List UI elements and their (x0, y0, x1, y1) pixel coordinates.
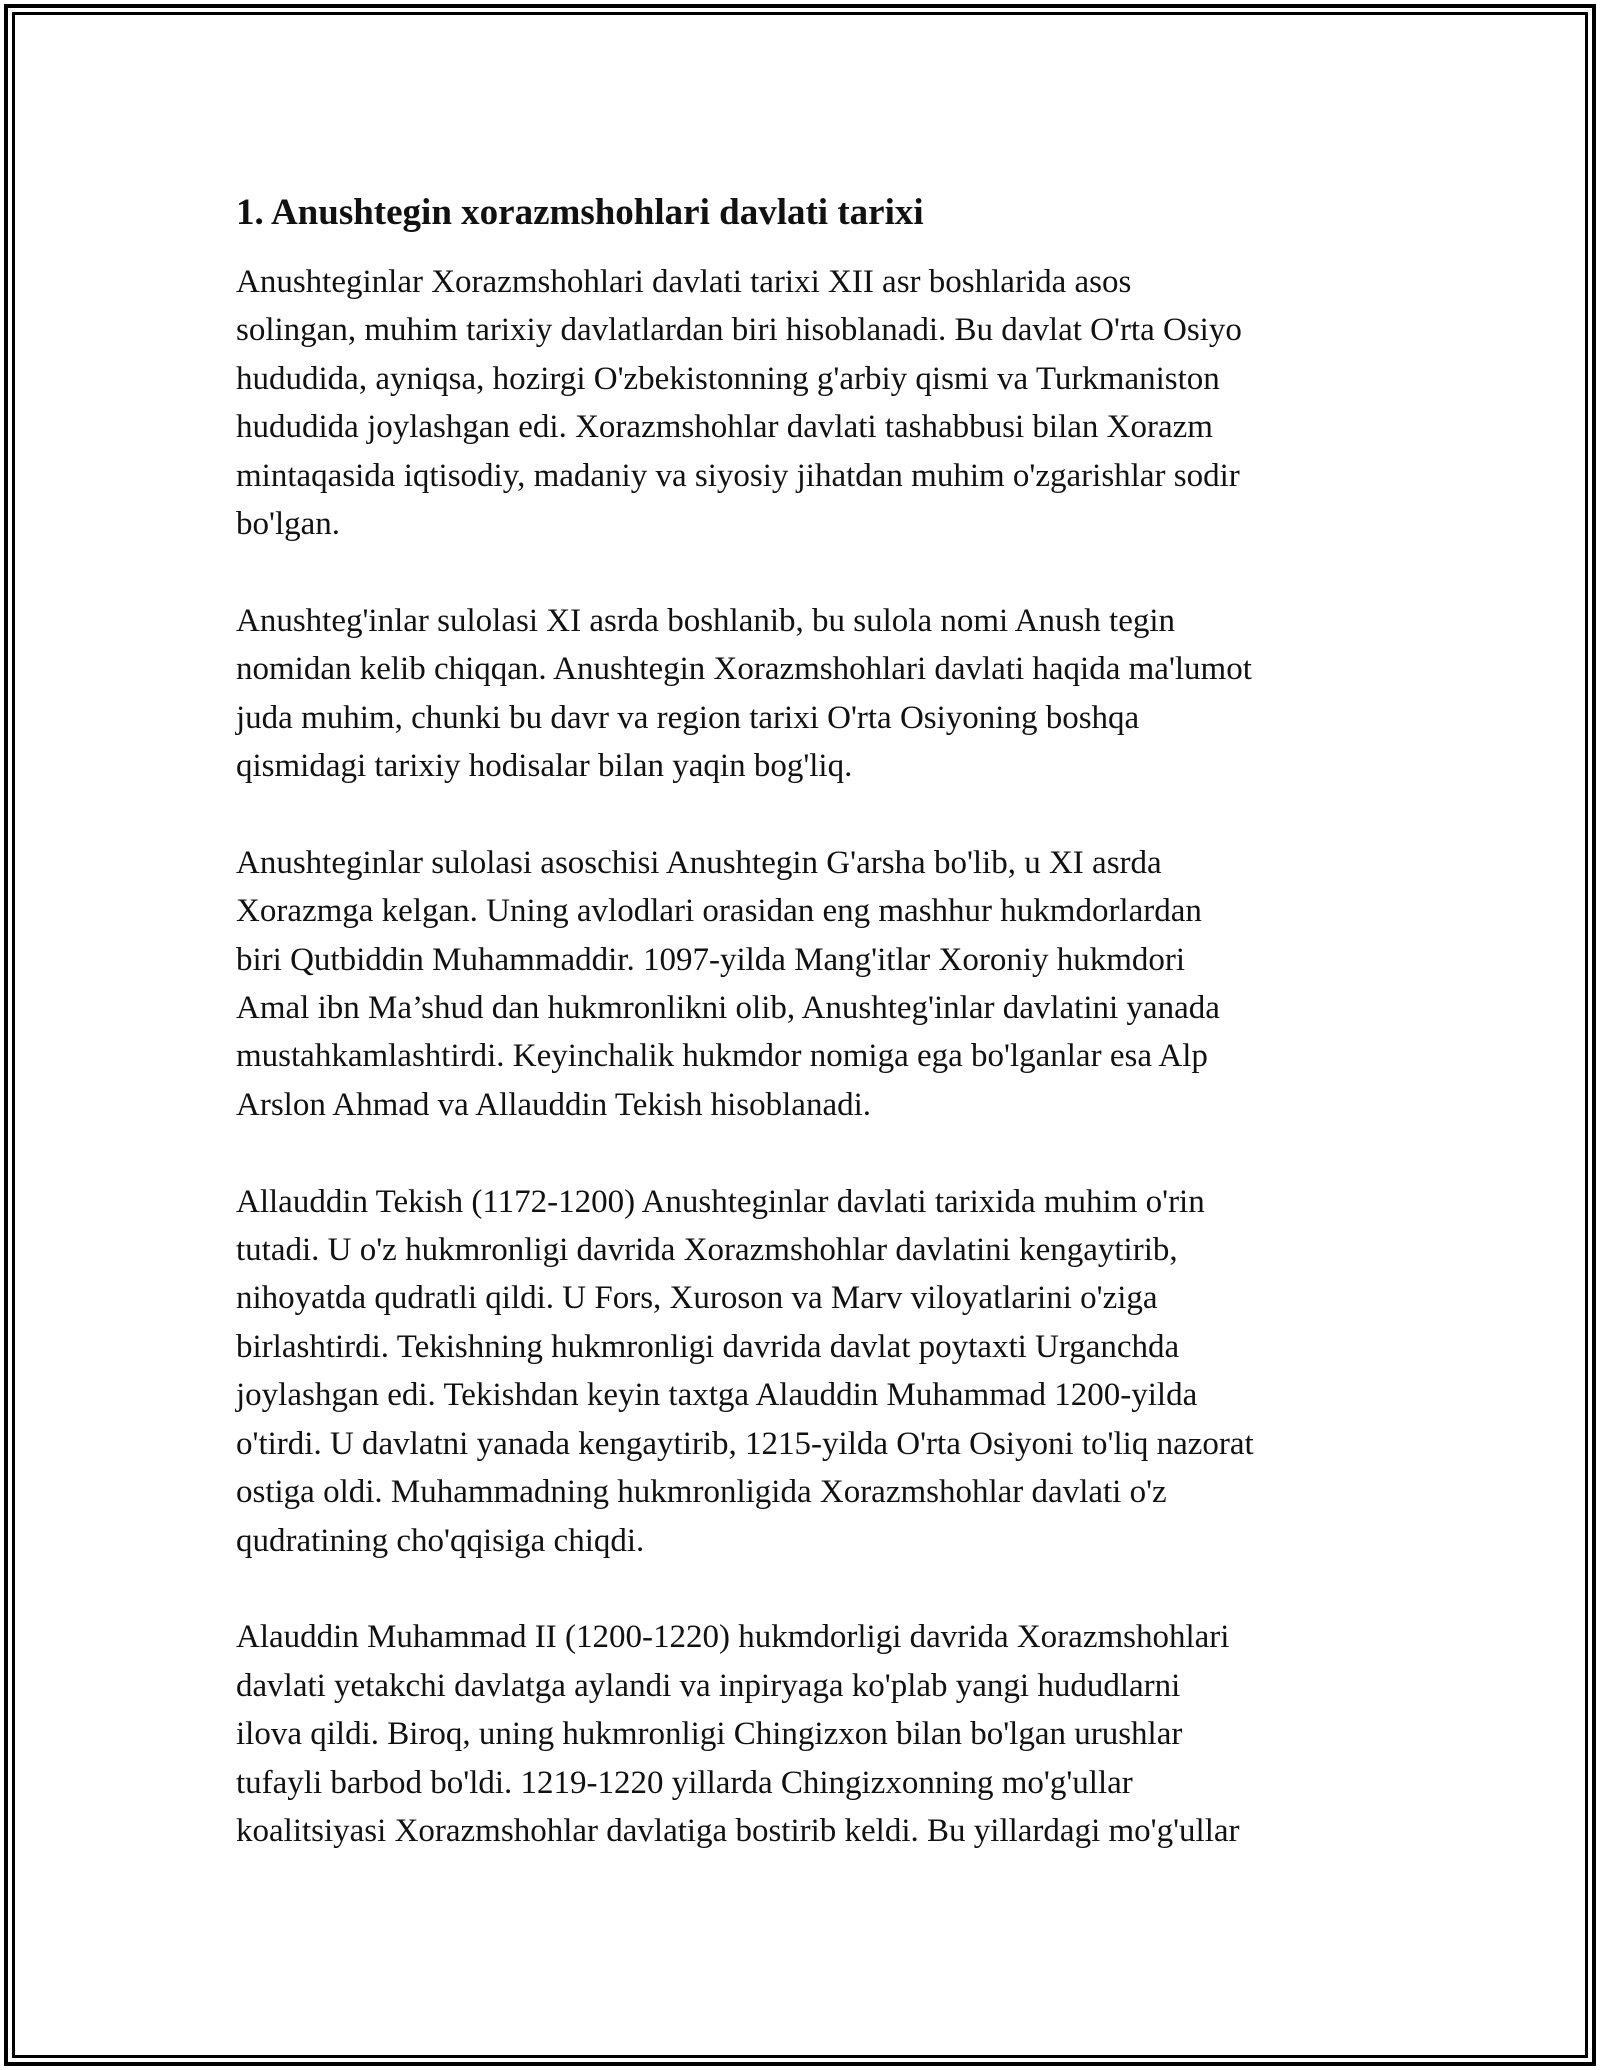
paragraph-3 (236, 839, 1384, 1129)
text-line: davlati yetakchi davlatga aylandi va inpiryaga ko'plab yangi hududlarni (236, 1667, 1181, 1704)
text-line: hududida joylashgan edi. Xorazmshohlar davlati tashabbusi bilan Xorazm (236, 409, 1213, 446)
text-line: Xorazmga kelgan. Uning avlodlari orasidan eng mashhur hukmdorlardan (236, 893, 1202, 930)
text-line: solingan, muhim tarixiy davlatlardan biri hisoblanadi. Bu davlat O'rta Osiyo (236, 312, 1242, 349)
text-line: birlashtirdi. Tekishning hukmronligi davrida davlat poytaxti Urganchda (236, 1328, 1180, 1365)
text-line: nomidan kelib chiqqan. Anushtegin Xorazmshohlari davlati haqida ma'lumot (236, 651, 1252, 688)
section-heading: 1. Anushtegin xorazmshohlari davlati tarixi (236, 192, 924, 233)
text-line: koalitsiyasi Xorazmshohlar davlatiga bostirib keldi. Bu yillardagi mo'g'ullar (236, 1812, 1240, 1849)
text-line: o'tirdi. U davlatni yanada kengaytirib, 1215-yilda O'rta Osiyoni to'liq nazorat (236, 1425, 1254, 1462)
text-line: Amal ibn Ma’shud dan hukmronlikni olib, Anushteg'inlar davlatini yanada (236, 990, 1220, 1027)
text-line: mustahkamlashtirdi. Keyinchalik hukmdor nomiga ega bo'lganlar esa Alp (236, 1038, 1208, 1075)
text-line: qudratining cho'qqisiga chiqdi. (236, 1522, 645, 1559)
text-line: tufayli barbod bo'ldi. 1219-1220 yillarda Chingizxonning mo'g'ullar (236, 1764, 1133, 1801)
text-line: juda muhim, chunki bu davr va region tarixi O'rta Osiyoning boshqa (236, 699, 1140, 736)
paragraph-5 (236, 1613, 1384, 1855)
text-line: Alauddin Muhammad II (1200-1220) hukmdorligi davrida Xorazmshohlari (236, 1619, 1230, 1656)
text-line: ostiga oldi. Muhammadning hukmronligida Xorazmshohlar davlati o'z (236, 1474, 1167, 1511)
document-body (236, 188, 1384, 1904)
paragraph-1 (236, 258, 1384, 548)
text-line: mintaqasida iqtisodiy, madaniy va siyosiy jihatdan muhim o'zgarishlar sodir (236, 457, 1240, 494)
text-line: Anushteginlar sulolasi asoschisi Anushtegin G'arsha bo'lib, u XI asrda (236, 844, 1162, 881)
text-line: ilova qildi. Biroq, uning hukmronligi Chingizxon bilan bo'lgan urushlar (236, 1716, 1183, 1753)
paragraph-2 (236, 597, 1384, 791)
text-line: Arslon Ahmad va Allauddin Tekish hisoblanadi. (236, 1086, 872, 1123)
text-line: Anushteg'inlar sulolasi XI asrda boshlanib, bu sulola nomi Anush tegin (236, 602, 1176, 639)
text-line: nihoyatda qudratli qildi. U Fors, Xuroson va Marv viloyatlarini o'ziga (236, 1280, 1158, 1317)
text-line: Anushteginlar Xorazmshohlari davlati tarixi XII asr boshlarida asos (236, 264, 1132, 300)
paragraph-4 (236, 1178, 1384, 1565)
text-line: hududida, ayniqsa, hozirgi O'zbekistonning g'arbiy qismi va Turkmaniston (236, 360, 1220, 397)
text-line: biri Qutbiddin Muhammaddir. 1097-yilda Mang'itlar Xoroniy hukmdori (236, 941, 1186, 978)
text-line: tutadi. U o'z hukmronligi davrida Xorazmshohlar davlatini kengaytirib, (236, 1232, 1178, 1269)
text-line: bo'lgan. (236, 506, 341, 543)
text-line: Allauddin Tekish (1172-1200) Anushteginlar davlati tarixida muhim o'rin (236, 1183, 1205, 1220)
text-line: qismidagi tarixiy hodisalar bilan yaqin bog'liq. (236, 748, 853, 785)
text-line: joylashgan edi. Tekishdan keyin taxtga Alauddin Muhammad 1200-yilda (236, 1377, 1198, 1414)
